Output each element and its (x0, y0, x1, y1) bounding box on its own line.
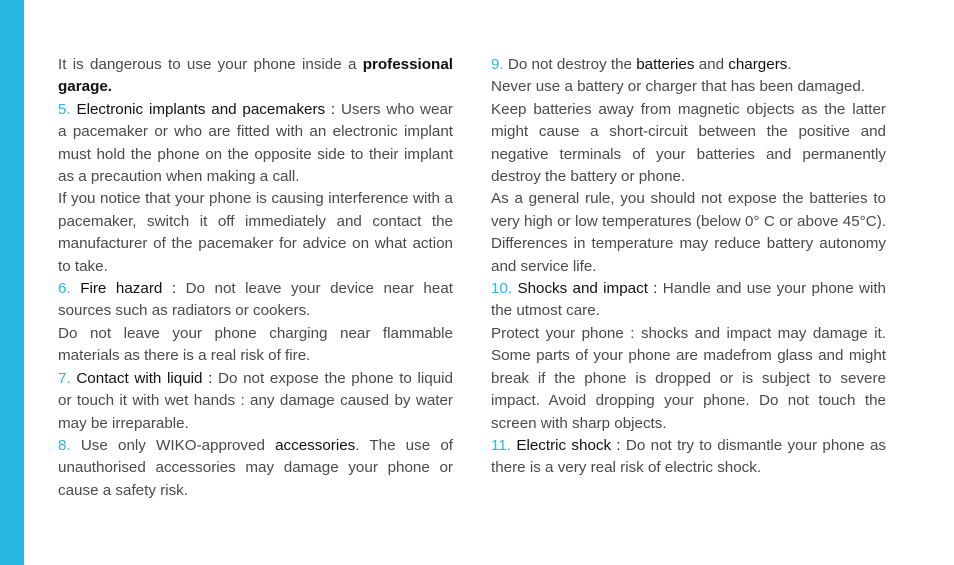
section-text: Use only WIKO-approved (70, 436, 276, 454)
section-title: Fire hazard : (80, 280, 177, 298)
section-number: 7. (58, 369, 71, 387)
section-text: Do not leave your device near heat sources such as radiators or cookers. (58, 280, 453, 320)
section-title: Shocks and impact : (517, 280, 658, 298)
section-text: Do not destroy the (503, 56, 637, 73)
section-11 (491, 435, 886, 480)
section-text: . (787, 56, 792, 73)
section-9-paragraph-4: As a general rule, you should not expose the batteries to very high or low temperatures (below 0° C or above 45°C). Differences in temperature may reduce battery autonomy and service life. (491, 190, 886, 275)
section-9-paragraph-2: Never use a battery or charger that has been damaged. (491, 78, 866, 96)
batteries-keyword: batteries (636, 56, 695, 73)
section-6 (58, 278, 453, 323)
intro-text: It is dangerous to use your phone inside a (58, 56, 363, 73)
section-5 (58, 99, 453, 189)
section-number: 11. (491, 436, 511, 454)
chargers-keyword: chargers (728, 56, 788, 73)
section-6-paragraph-2: Do not leave your phone charging near flammable materials as there is a real risk of fire. (58, 324, 453, 365)
accessories-keyword: accessories (275, 436, 356, 454)
section-text: Users who wear a pacemaker or who are fitted with an electronic implant must hold the phone on the opposite side to their implant as a precaution when making a call. (58, 100, 453, 186)
section-text: Handle and use your phone with the utmost care. (491, 280, 886, 320)
accent-side-bar (0, 0, 24, 565)
section-number: 9. (491, 56, 504, 73)
section-number: 5. (58, 100, 71, 118)
section-8 (58, 435, 453, 502)
left-column (58, 54, 453, 502)
section-title: Electric shock : (516, 436, 621, 454)
section-7 (58, 368, 453, 435)
intro-paragraph (58, 54, 453, 99)
section-text: . The use of unauthorised accessories may damage your phone or cause a safety risk. (58, 436, 453, 499)
section-9-paragraph-3: Keep batteries away from magnetic objects as the latter might cause a short-circuit between the positive and negative terminals of your batteries and permanently destroy the battery or phone. (491, 100, 886, 186)
section-10 (491, 278, 886, 323)
section-text: Do not try to dismantle your phone as there is a very real risk of electric shock. (491, 436, 886, 477)
section-number: 10. (491, 280, 513, 298)
section-title: Contact with liquid : (76, 369, 213, 387)
section-number: 8. (58, 436, 71, 454)
professional-garage-keyword: professional garage. (58, 56, 453, 96)
section-text: Do not expose the phone to liquid or touch it with wet hands : any damage caused by water may be irreparable. (58, 369, 453, 432)
section-number: 6. (58, 280, 71, 298)
section-9 (491, 54, 886, 76)
section-10-paragraph-2: Protect your phone : shocks and impact may damage it. Some parts of your phone are madefrom glass and might break if the phone is dropped or is subject to severe impact. Avoid dropping your phone. Do not touch the screen with sharp objects. (491, 324, 886, 432)
section-title: Electronic implants and pacemakers : (76, 100, 336, 118)
section-text: and (694, 56, 729, 73)
section-5-paragraph-2: If you notice that your phone is causing interference with a pacemaker, switch it off immediately and contact the manufacturer of the pacemaker for advice on what action to take. (58, 190, 453, 275)
right-column (491, 54, 886, 480)
